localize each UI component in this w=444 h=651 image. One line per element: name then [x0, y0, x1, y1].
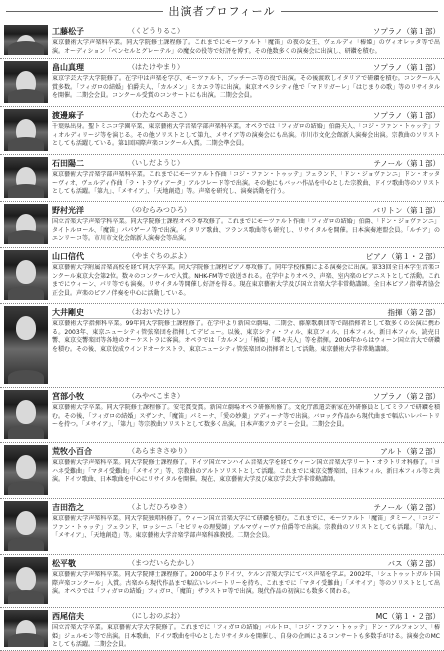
performer-reading: （よしだひろゆき） [128, 503, 191, 511]
profile-photo [4, 204, 48, 244]
photo-face [16, 400, 36, 424]
profile-entry [0, 498, 444, 555]
performer-name: 山口信代 [52, 251, 84, 261]
profile-entry [0, 387, 444, 443]
profile-namebar [52, 61, 440, 74]
profile-namebar [52, 157, 440, 170]
profile-namebar [52, 109, 440, 122]
profile-entry [0, 201, 444, 248]
performer-role: ソプラノ（第１部） [372, 62, 440, 72]
performer-bio: 東京学芸大学大学院修了。在学中は声楽を学び、モーツァルト、プッチーニ等の役で出演。その後渡欧しイタリアで研鑽を積む。コンクール入賞多数。「フィガロの結婚」伯爵夫人、「カルメン」ミカエラ等に出演。東京オペラシティ他で「マドリガーレ」「はじまりの歌」等のリサイタルを開催。二期会会員。コンクール受賞のコンサートにも出演。二期会会員。 [52, 75, 440, 99]
performer-reading: （いしだようじ） [128, 159, 184, 167]
performer-bio: 東京藝術大学指揮科卒業。99年同大学院修士課程修了。在学中より新国立劇場、二期会、藤原歌劇団等で副指揮者として数多くの公演に携わる。2003年、東京ニューシティ管弦楽団を指揮してデビュー。以後、東京シティ・フィル、東京フィル、日本フィル、新日本フィル、読売日響、東京交響楽団等各地のオーケストラに客演。オペラでは「カルメン」「椿姫」「蝶々夫人」等を指揮。2006年からはウィーン国立音大で研鑽を積む。その後、東京佼成ウインドオーケストラ、東京ニューシティ管弦楽団の指揮者として活動。東京藝術大学非常勤講師。 [52, 320, 440, 353]
performer-bio: 国立音楽大学卒業。東京藝術大学大学院修了。これまでに「フィガロの結婚」バルトロ、「コジ・ファン・トゥッテ」ドン・アルフォンソ、「椿姫」ジェルモン等で出演。日本歌曲、ドイツ歌曲を中心としたリサイタルを開催し、自身の企画によるコンサートも多数手がける。演奏会のMCとしても活躍。二期会会員。 [52, 624, 440, 648]
performer-bio: 東京藝術大学音楽学部声楽科卒業。これまでにモーツァルト作曲「コジ・ファン・トゥッテ」フェランド、「ドン・ジョヴァンニ」ドン・オッターヴィオ、ヴェルディ作曲「ラ・トラヴィアータ」アルフレード等で出演。その他にもバッハ作品を中心とした宗教曲、ドイツ歌曲等のソリストとしても活躍。「第九」、「メサイア」、「天地創造」等。声楽を研究し、演奏活動を行う。 [52, 171, 440, 195]
profile-photo [4, 157, 48, 198]
performer-role: テノール（第１部） [373, 158, 440, 168]
profile-entry [0, 554, 444, 608]
performer-reading: （わたなべあさこ） [128, 111, 191, 119]
performer-bio: 東京藝術大学声楽科卒業。同大学院修士課程修了。これまでにモーツァルト「魔笛」の夜の女王、ヴェルディ「椿姫」のヴィオレッタ等で出演。オーディション「ベンセルとグレーテル」の魔女の役等で好評を博す。その他数多くの演奏会に出演し、研鑽を積む。 [52, 39, 440, 55]
profile-entry [0, 303, 444, 388]
profile-namebar [52, 390, 440, 403]
performer-role: ソプラノ（第１部） [372, 110, 440, 120]
performer-role: アルト（第２部） [380, 446, 440, 456]
profile-namebar [52, 557, 440, 570]
performer-role: バリトン（第１部） [372, 205, 440, 215]
performer-role: ピアノ（第１・２部） [365, 251, 440, 261]
performer-reading: （くどうりるこ） [128, 27, 184, 35]
photo-body [8, 286, 44, 300]
profile-photo [4, 557, 48, 604]
performer-bio: 千葉県出身。聖トミニコ学園卒業、東京藝術大学音楽学部声楽科卒業。オペラでは「フィガロの結婚」伯爵夫人、「コジ・ファン・トゥッテ」フィオルディリージ等を演じる。その他ソリストとして第九、メサイア等の演奏会にも出演。市川市文化会館新人演奏会出演。宗教曲のソリストとしても活躍している。第1回国際声楽コンクール入賞。二期会準会員。 [52, 123, 440, 147]
profile-namebar [52, 445, 440, 458]
profile-photo [4, 610, 48, 647]
profile-photo [4, 250, 48, 300]
performer-reading: （にしおのぶお） [128, 612, 184, 620]
photo-body [8, 481, 44, 495]
photo-body [8, 89, 44, 103]
profile-photo [4, 501, 48, 551]
photo-body [8, 41, 44, 55]
profile-entry [0, 22, 444, 59]
photo-body [8, 184, 44, 198]
profile-photo [4, 25, 48, 55]
performer-reading: （あらまきさゆり） [128, 447, 191, 455]
performer-role: ソプラノ（第２部） [372, 391, 440, 401]
profile-entry [0, 607, 444, 651]
performer-name: 吉田浩之 [52, 502, 84, 512]
performer-role: ソプラノ（第１部） [372, 26, 440, 36]
photo-body [8, 537, 44, 551]
performer-role: バス（第２部） [387, 558, 440, 568]
photo-body [8, 425, 44, 439]
performer-reading: （みやべこまき） [128, 392, 184, 400]
performer-name: 野村光洋 [52, 205, 84, 215]
profile-namebar [52, 25, 440, 38]
photo-body [8, 633, 44, 647]
profile-namebar [52, 610, 440, 623]
performer-role: MC（第１・２部） [375, 611, 440, 621]
performer-role: 指揮（第２部） [387, 307, 440, 317]
performer-bio: 東京藝術大学卒業。同大学院修士課程修了。安宅賞受賞。新国立劇場オペラ研修所修了。文化庁派遣芸術家在外研修員としてミラノで研鑽を積む。その後、「フィガロの結婚」スザンナ、「魔笛」パミーナ、「愛の妙薬」アディーナ等で出演。バロック作品から現代曲まで幅広いレパートリーを持つ。「メサイア」、「第九」等宗教曲ソリストとして数多く出演。日本声楽アカデミー会員。二期会会員。 [52, 404, 440, 428]
profile-entry [0, 106, 444, 155]
performer-bio: 国立音楽大学声楽学科卒業。同大学院修士課程オペラ専攻修了。これまでにモーツァルト作曲「フィガロの結婚」伯爵、「ドン・ジョヴァンニ」タイトルロール、「魔笛」パパゲーノ等で出演。イタリア歌曲、フランス歌曲等も研究し、リサイタルを開催。日本演奏連盟会員。「ルチア」のエンリーコ等。市川市文化会館新人演奏会等出演。 [52, 218, 440, 242]
performer-name: 大井剛史 [52, 307, 84, 317]
photo-face [16, 567, 36, 591]
performer-bio: 東京藝術大学声楽科卒業。同大学院独唱科修了。ウィーン国立音楽大学にて研鑽を積む。これまでに、モーツァルト「魔笛」タミーノ、「コジ・ファン・トゥッテ」フェランド、ロッシーニ「セビリャの理髪師」アルマヴィーヴァ伯爵等で出演。宗教曲のソリストとしても活躍。「第九」、「メサイア」、「天地創造」等。東京藝術大学音楽学部声楽科准教授。二期会会員。 [52, 515, 440, 539]
performer-reading: （のむらみつひろ） [128, 206, 191, 214]
performer-bio: 東京藝術大学声楽科卒業。同大学院博士課程修了。2000年よりドイツ、ケルン音楽大学にてバス声楽を学ぶ。2002年、「シュトゥットガルト国際声楽コンクール」入賞。古楽から現代作品まで幅広いレパートリーを持ち、これまでに「マタイ受難曲」「メサイア」等のソリストとして出演。オペラでは「フィガロの結婚」フィガロ、「魔笛」ザラストロ等で出演。現代作品の初演にも数多く関わる。 [52, 571, 440, 595]
performer-reading: （やまぐちのぶよ） [128, 252, 191, 260]
photo-body [8, 137, 44, 151]
profile-photo [4, 445, 48, 495]
profile-entry [0, 58, 444, 107]
photo-body [8, 370, 44, 384]
profile-photo [4, 306, 48, 384]
performer-name: 荒牧小百合 [52, 446, 92, 456]
photo-face [16, 316, 36, 340]
performer-name: 渡邊麻子 [52, 110, 84, 120]
performer-reading: （まつだいらたかし） [128, 559, 198, 567]
profile-entry [0, 154, 444, 202]
performer-name: 西尾信夫 [52, 611, 84, 621]
photo-body [8, 230, 44, 244]
performer-name: 工藤松子 [52, 26, 84, 36]
profile-entry [0, 247, 444, 304]
profile-namebar [52, 250, 440, 263]
performer-reading: （おおいたけし） [128, 308, 184, 316]
profile-namebar [52, 501, 440, 514]
performer-role: テノール（第２部） [373, 502, 440, 512]
profile-photo [4, 390, 48, 439]
page-header [0, 0, 444, 22]
profile-namebar [52, 204, 440, 217]
performer-name: 松平敬 [52, 558, 76, 568]
photo-face [16, 511, 36, 535]
photo-face [16, 260, 36, 284]
performer-bio: 東京藝術大学声楽科卒業。同大学院修士課程修了。ドイツ国立マンハイム音楽大学を経てウィーン国立音楽大学リート・オラトリオ科修了。「ヨハネ受難曲」「マタイ受難曲」「メサイア」等、宗教曲のアルトソリストとして活躍。これまでに東京交響楽団、日本フィル、新日本フィル等と共演。ドイツ歌曲、日本歌曲を中心にリサイタルを開催。現在、東京藝術大学及び東京学芸大学非常勤講師。 [52, 459, 440, 483]
photo-face [16, 455, 36, 479]
performer-name: 宮部小牧 [52, 391, 84, 401]
performer-name: 畠山真理 [52, 62, 84, 72]
performer-name: 石田陽二 [52, 158, 84, 168]
profile-entry [0, 442, 444, 499]
performer-reading: （はたけやまり） [128, 63, 184, 71]
performer-bio: 東京藝術大学附属音楽高校を経て同大学卒業。同大学院修士課程ピアノ専攻修了。同年学校推薦による演奏会に出演。第33回全日本学生音楽コンクール東京大会第2位。数々のコンクールで入賞。NHK-FM等で放送される。在学中よりオペラ、声楽、室内楽のピアニストとして活動。これまでにウィーン、パリ等でも演奏。リサイタル等開催し好評を得る。現在東京藝術大学及び国立音楽大学非常勤講師。全日本ピアノ指導者協会正会員。声楽のピアノ伴奏を中心に活動している。 [52, 264, 440, 297]
profile-namebar [52, 306, 440, 319]
profile-photo [4, 109, 48, 151]
photo-body [8, 590, 44, 604]
page-title: 出演者プロフィール [163, 3, 282, 19]
profile-photo [4, 61, 48, 103]
